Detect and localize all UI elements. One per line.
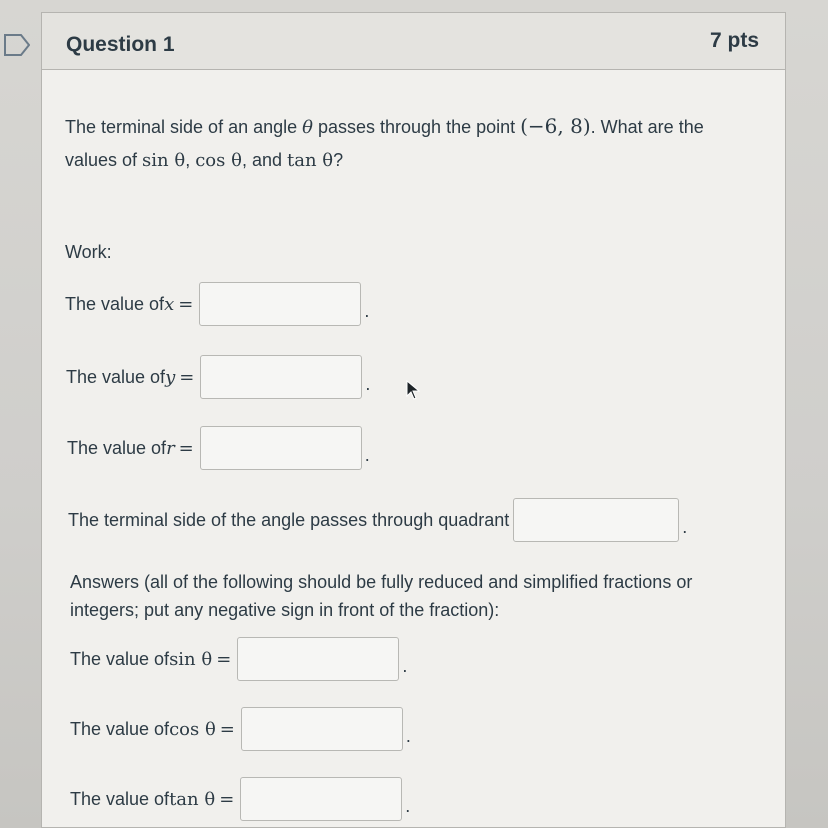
prompt-text: passes through the point [312,117,521,137]
mouse-pointer-icon [406,380,420,400]
answer-row-sin [70,637,407,681]
equals-sign: = [219,788,235,810]
cos-value-input[interactable] [241,707,403,751]
y-value-input[interactable] [200,355,362,399]
prompt-text: . What are the values of [65,117,704,170]
period: . [364,445,370,465]
question-header [42,13,785,70]
work-row-y [66,355,370,399]
work-row-r [67,426,370,470]
equals-sign: = [178,437,194,459]
sin-value-input[interactable] [237,637,399,681]
flag-icon[interactable] [4,34,30,56]
period: . [365,374,371,394]
period: . [402,656,408,676]
row-label: The value of [66,366,166,387]
prompt-cos: cos θ [195,150,242,171]
work-label: Work: [65,242,112,262]
prompt-tan: tan θ [286,150,334,171]
question-title: Question 1 [66,33,175,56]
prompt-text: The terminal side of an angle [65,117,303,137]
question-points: 7 pts [709,29,759,52]
var-x: x [164,293,175,315]
row-label: The value of [70,648,170,669]
row-label: The value of [70,718,170,739]
func-sin: sin θ [169,648,213,670]
answer-row-cos [70,707,411,751]
equals-sign: = [178,293,194,315]
quadrant-row [68,498,687,542]
quadrant-input[interactable] [513,498,679,542]
quadrant-label: The terminal side of the angle passes through quadrant [68,509,510,530]
equals-sign: = [216,648,232,670]
question-prompt [65,110,755,177]
prompt-text: ? [333,150,344,170]
answer-row-tan [70,777,410,821]
equals-sign: = [219,718,235,740]
x-value-input[interactable] [199,282,361,326]
r-value-input[interactable] [200,426,362,470]
answers-intro: Answers (all of the following should be fully reduced and simplified fractions or integers; put any negative sign in front of the fraction): [70,572,693,620]
prompt-sin: sin θ [142,150,186,171]
func-tan: tan θ [169,788,216,810]
equals-sign: = [179,366,195,388]
prompt-text: , and [241,150,287,170]
prompt-theta: θ [302,117,313,138]
row-label: The value of [70,788,170,809]
row-label: The value of [65,293,165,314]
period: . [682,517,688,537]
period: . [364,301,370,321]
func-cos: cos θ [169,718,216,740]
var-r: r [166,437,175,459]
question-card [41,12,786,828]
row-label: The value of [67,437,167,458]
var-y: y [165,366,176,388]
prompt-text: , [185,150,196,170]
period: . [405,726,411,746]
prompt-point: (−6, 8) [520,114,591,138]
tan-value-input[interactable] [240,777,402,821]
work-row-x [65,282,369,326]
period: . [405,796,411,816]
